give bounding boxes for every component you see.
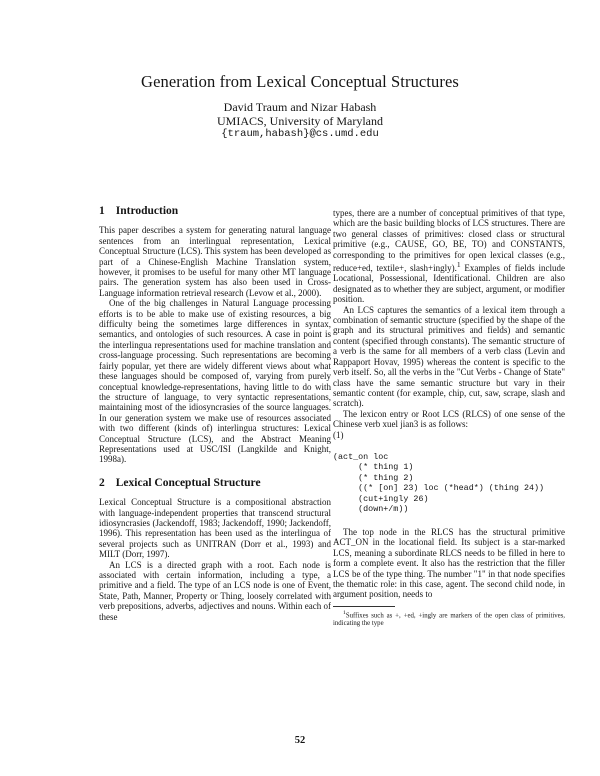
introduction-paragraph-2: One of the big challenges in Natural Language processing efforts is to be able to make use of existing resources, a big difficulty being the sometimes large differences in syntax, semantics, and ontologies of such resources. A case in point is the interlingua representations used for machine translation and cross-language processing. Such representations are becoming fairly popular, yet there are widely different views about what these languages should be composed of, varying from purely conceptual knowledge-representations, having little to do with the structure of language, to very syntactic representations, maintaining most of the idiosyncrasies of the source languages. In our generation system we make use of resources associated with two different (kinds of) interlingua structures: Lexical Conceptual Structure (LCS), and the Abstract Meaning Representations used at USC/ISI (Langkilde and Knight, 1998a). <box>99 298 331 465</box>
footnote-divider <box>333 606 395 607</box>
section-heading-introduction: 1 Introduction <box>99 205 179 217</box>
section-heading-lcs: 2 Lexical Conceptual Structure <box>99 476 261 489</box>
semantics-paragraph: An LCS captures the semantics of a lexical item through a combination of semantic structure (specified by the shape of the graph and its structural primitives and fields) and semantic content (specified through constants). The semantic structure of a verb is the same for all members of a verb class (Levin and Rappaport Hovav, 1995) whereas the content is specific to the verb itself. So, all the verbs in the "Cut Verbs - Change of State" class have the same semantic structure but vary in their semantic content (for example, chip, cut, saw, scrape, slash and scratch). <box>333 304 565 409</box>
primitives-paragraph: types, there are a number of conceptual primitives of that type, which are the basic building blocks of LCS structures. There are two general classes of primitives: closed class or structural primitive (e.g., CAUSE, GO, BE, TO) and CONSTANTS, corresponding to the primitives for open lexical classes (e.g., reduce+ed, textile+, slash+ingly).$^1$ Examples of fields include Locational, Possessional, Identificational. Children are also designated as to whether they are subject, argument, or modifier position. <box>333 208 565 305</box>
top-node-paragraph: The top node in the RLCS has the structural primitive ACT_ON in the locational field. Its subject is a star-marked LCS, meaning a subordinate RLCS needs to be filled in here to form a complete event. It also has the restriction that the filler LCS be of the type thing. The number "1" in that node specifies the thematic role: in this case, agent. The second child node, in argument position, needs to <box>333 526 565 600</box>
footnote-marker: 1 <box>456 260 461 270</box>
introduction-paragraph-1: This paper describes a system for generating natural language sentences from an interlingual representation, Lexical Conceptual Structure (LCS). This system has been developed as part of a Chinese-English Machine Translation system, however, it promises to be useful for many other MT language pairs. The generation system has also been used in Cross-Language information retrieval research (Levow et al., 2000). <box>99 225 331 298</box>
lexicon-entry-paragraph: The lexicon entry or Root LCS (RLCS) of one sense of the Chinese verb xuel jian3 is as follows: <box>333 408 565 430</box>
lcs-paragraph-1: Lexical Conceptual Structure is a compositional abstraction with language-independent properties that transcend structural idiosyncrasies (Jackendoff, 1983; Jackendoff, 1990; Jackendoff, 1996). This representation has been used as the interlingua of several projects such as UNITRAN (Dorr et al., 1993) and MILT (Dorr, 1997). <box>99 497 331 560</box>
example-number: (1) <box>333 429 344 440</box>
right-column <box>333 208 565 628</box>
footnote-text: $^1$Suffixes such as +, +ed, +ingly are markers of the open class of primitives, indicating the type <box>333 609 565 628</box>
page-number: 52 <box>294 735 306 746</box>
author-block <box>0 101 600 142</box>
author-email: {traum,habash}@cs.umd.edu <box>221 128 379 140</box>
left-column <box>99 206 331 622</box>
lcs-paragraph-2: An LCS is a directed graph with a root. Each node is associated with certain information, including a type, a primitive and a field. The type of an LCS node is one of Event, State, Path, Manner, Property or Thing, loosely correlated with verb prepositions, adverbs, adjectives and nouns. Within each of these <box>99 559 331 622</box>
rlcs-code-example: (act_on loc (* thing 1) (* thing 2) ((* [on] 23) loc (*head*) (thing 24)) (cut+ingly 26) (down+/m)) <box>333 451 545 515</box>
author-affiliation: UMIACS, University of Maryland <box>217 113 383 128</box>
paper-title: Generation from Lexical Conceptual Structures <box>141 72 459 91</box>
author-names: David Traum and Nizar Habash <box>223 100 377 114</box>
